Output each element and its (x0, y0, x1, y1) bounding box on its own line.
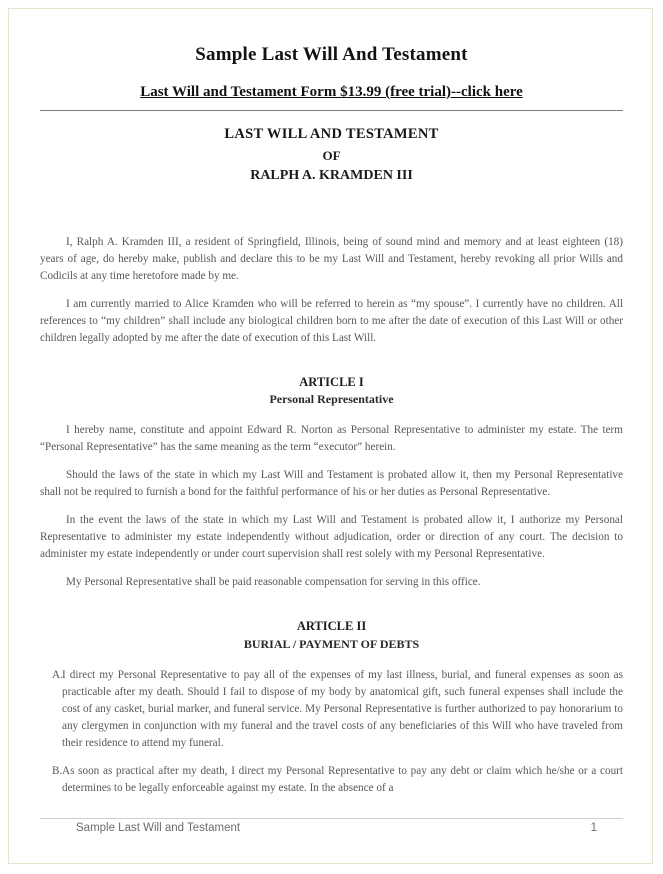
article-1-number: ARTICLE I (299, 374, 364, 389)
list-item-marker: A. (52, 668, 63, 681)
document-sheet (40, 22, 623, 832)
list-item-text: I direct my Personal Representative to pay all of the expenses of my last illness, burial, and funeral expenses as soon as practicable after my death. Should I fail to dispose of my body by anatomical gift, such funeral expenses shall include the cost of any casket, burial marker, and funeral service. My Personal Representative is further authorized to pay honorarium to any clergymen in conjunction with my funeral and the travel costs of any beneficiaries of this Will who have traveled from their residence to attend my funeral. (62, 668, 623, 749)
testator-name: RALPH A. KRAMDEN III (250, 168, 413, 184)
will-heading (40, 124, 623, 188)
article-2-subtitle: BURIAL / PAYMENT OF DEBTS (243, 636, 420, 651)
list-item-text: As soon as practical after my death, I direct my Personal Representative to pay any debt or claim which he/she or a court determines to be legally enforceable against my estate. In the absence of a (62, 764, 623, 794)
article-1-subtitle: Personal Representative (269, 391, 394, 406)
list-item (40, 667, 623, 752)
article-1-paragraph-1: I hereby name, constitute and appoint Edward R. Norton as Personal Representative to administer my estate. The term “Personal Representative” has the same meaning as the term “executor” herein. (40, 424, 623, 454)
list-item-marker: B. (52, 764, 63, 777)
article-1-paragraph-3: In the event the laws of the state in which my Last Will and Testament is probated allow it, I authorize my Personal Representative to administer my estate independently without adjudication, order or direction of any court. The decision to administer my estate independently or under court supervision shall rest solely with my Personal Representative. (40, 514, 623, 561)
article-1-paragraph-4: My Personal Representative shall be paid reasonable compensation for serving in this office. (66, 576, 481, 589)
footer-document-name: Sample Last Will and Testament (76, 822, 241, 834)
will-heading-of: OF (322, 147, 341, 163)
page-title: Sample Last Will And Testament (195, 44, 468, 65)
intro-paragraph-1: I, Ralph A. Kramden III, a resident of Springfield, Illinois, being of sound mind and memory and at least eighteen (18) years of age, do hereby make, publish and declare this to be my Last Will and Testament, hereby revoking all prior Wills and Codicils at any time heretofore made by me. (40, 235, 623, 282)
article-1-heading (40, 373, 623, 409)
article-2-heading (40, 617, 623, 653)
article-1-paragraph-2: Should the laws of the state in which my Last Will and Testament is probated allow it, then my Personal Representative shall not be required to furnish a bond for the faithful performance of his or her duties as Personal Representative. (40, 469, 623, 499)
list-item (40, 763, 623, 797)
will-heading-line1: LAST WILL AND TESTAMENT (224, 126, 439, 142)
intro-paragraph-2: I am currently married to Alice Kramden who will be referred to herein as “my spouse”. I currently have no children. All references to “my children” shall include any biological children born to me after the date of execution of this Last Will or other children legally adopted by me after the date of execution of this Last Will. (40, 297, 623, 344)
header-divider (40, 110, 623, 111)
page-footer (40, 818, 623, 840)
footer-divider (40, 818, 623, 819)
purchase-form-link[interactable]: Last Will and Testament Form $13.99 (free trial)--click here (140, 84, 523, 100)
footer-page-number: 1 (590, 822, 597, 834)
article-2-number: ARTICLE II (296, 619, 367, 634)
promo-link-wrapper (40, 83, 623, 101)
